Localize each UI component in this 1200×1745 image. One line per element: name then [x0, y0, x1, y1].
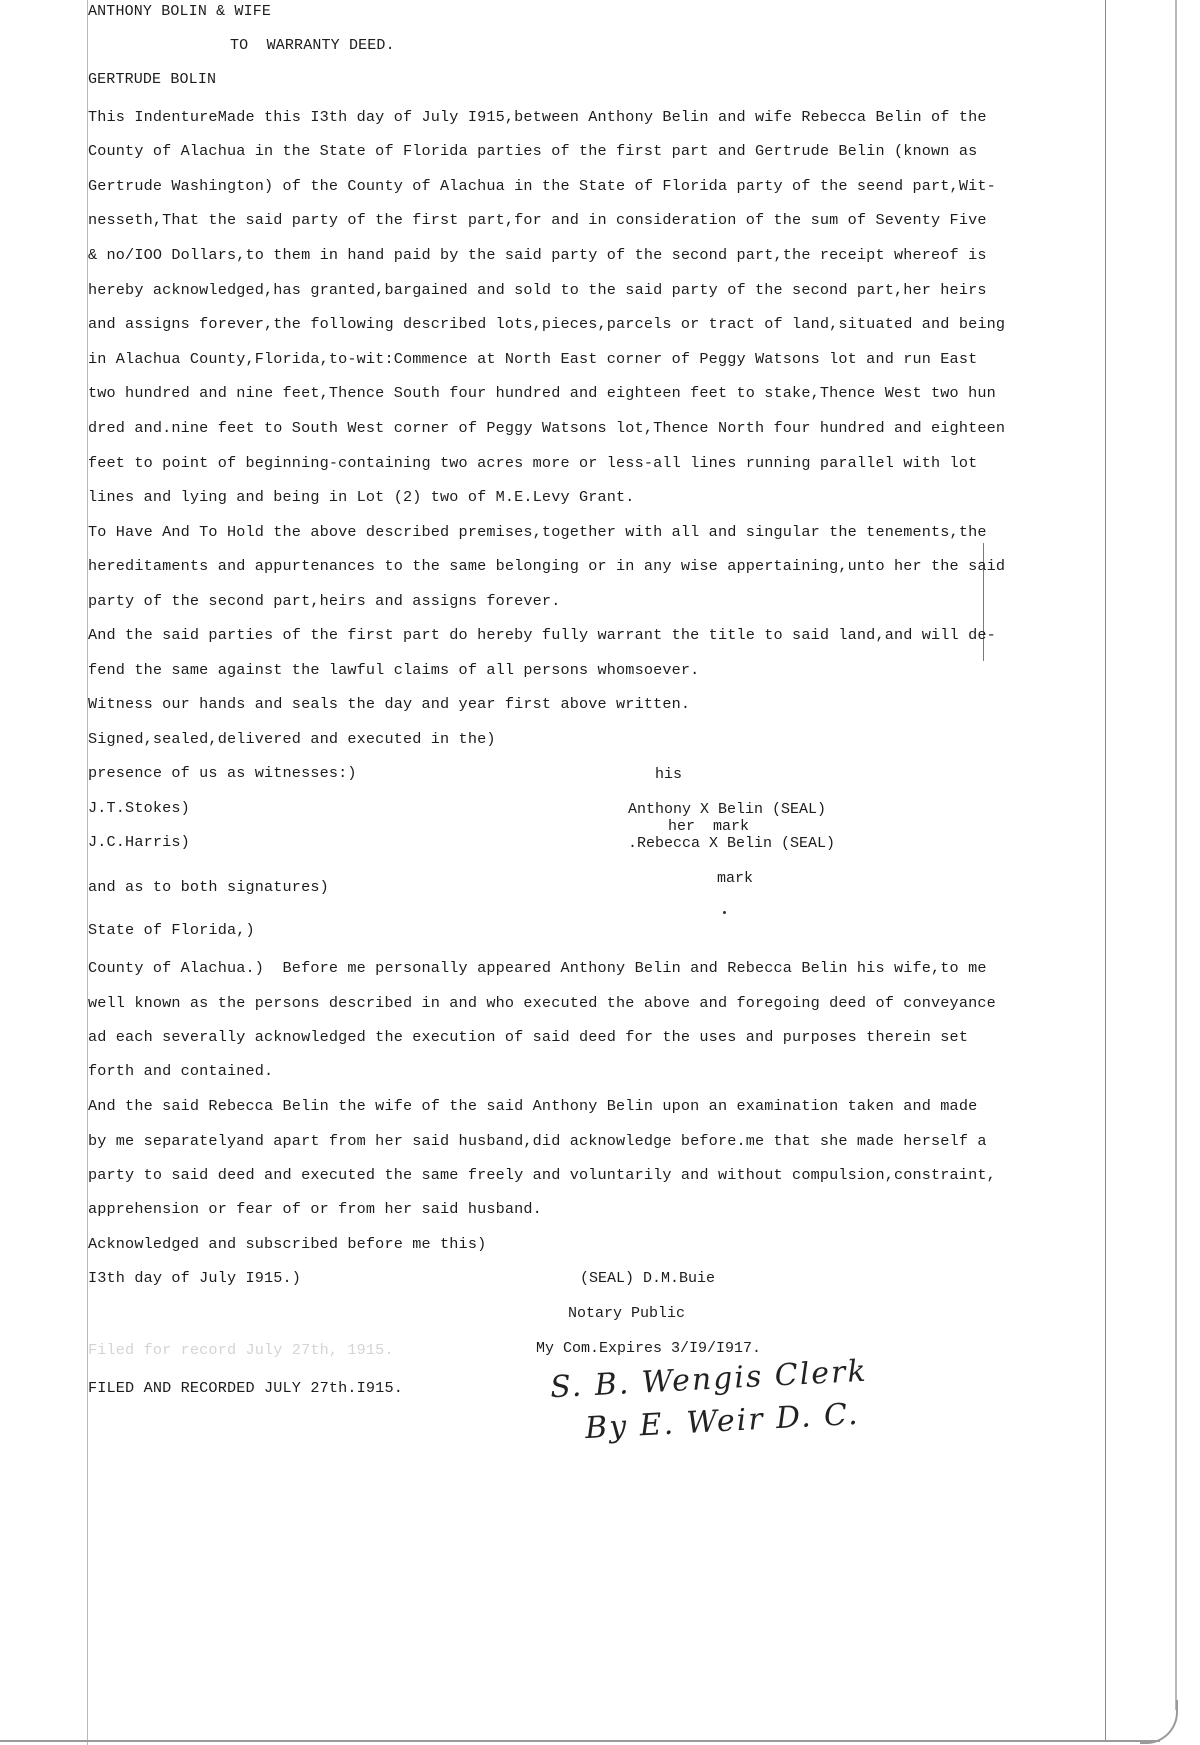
page-corner [1140, 1700, 1178, 1744]
body-line: Gertrude Washington) of the County of Alachua in the State of Florida party of the seend part,Wit- [88, 177, 996, 195]
body-line: and assigns forever,the following described lots,pieces,parcels or tract of land,situated and being [88, 315, 1006, 333]
anthony-signature: Anthony X Belin (SEAL) [628, 801, 827, 818]
ack-line: by me separatelyand apart from her said husband,did acknowledge before.me that she made herself a [88, 1132, 987, 1150]
notary-name: (SEAL) D.M.Buie [580, 1270, 716, 1287]
body-line: hereby acknowledged,has granted,bargained and sold to the said party of the second part,her heirs [88, 281, 987, 299]
ack-line: ad each severally acknowledged the execution of said deed for the uses and purposes therein set [88, 1028, 969, 1046]
body-line: hereditaments and appurtenances to the same belonging or in any wise appertaining,unto her the said [88, 557, 1006, 575]
ack-line: well known as the persons described in and who executed the above and foregoing deed of conveyance [88, 994, 996, 1012]
ink-speck [723, 911, 726, 914]
body-line: dred and.nine feet to South West corner of Peggy Watsons lot,Thence North four hundred and eighteen [88, 419, 1006, 437]
body-line: To Have And To Hold the above described premises,together with all and singular the tenements,the [88, 523, 987, 541]
witness-name: J.T.Stokes) [88, 799, 190, 817]
witness-name: J.C.Harris) [88, 833, 190, 851]
deed-title: TO WARRANTY DEED. [230, 37, 395, 54]
filed-recorded: FILED AND RECORDED JULY 27th.I915. [88, 1379, 403, 1397]
body-line: & no/IOO Dollars,to them in hand paid by the said party of the second part,the receipt whereof is [88, 246, 987, 264]
body-line: County of Alachua in the State of Florida parties of the first part and Gertrude Belin (known as [88, 142, 978, 160]
body-line: in Alachua County,Florida,to-wit:Commence at North East corner of Peggy Watsons lot and run East [88, 350, 978, 368]
body-line: And the said parties of the first part do hereby fully warrant the title to said land,and will de- [88, 626, 996, 644]
page-edge [1175, 0, 1177, 1710]
body-line: feet to point of beginning-containing two acres more or less-all lines running parallel with lot [88, 454, 978, 472]
body-line: nesseth,That the said party of the first part,for and in consideration of the sum of Seventy Five [88, 211, 987, 229]
ack-line: And the said Rebecca Belin the wife of the said Anthony Belin upon an examination taken and made [88, 1097, 978, 1115]
body-line: party of the second part,heirs and assigns forever. [88, 592, 561, 610]
notary-title: Notary Public [568, 1305, 686, 1322]
her-mark-label: her mark [668, 818, 750, 835]
mark-label: mark [717, 870, 754, 887]
ack-line: forth and contained. [88, 1062, 274, 1080]
ack-line: County of Alachua.) Before me personally appeared Anthony Belin and Rebecca Belin his wife,to me [88, 959, 987, 977]
ack-line: apprehension or fear of or from her said husband. [88, 1200, 542, 1218]
ack-line: I3th day of July I915.) [88, 1269, 302, 1287]
body-line: fend the same against the lawful claims of all persons whomsoever. [88, 661, 700, 679]
ack-line: State of Florida,) [88, 921, 255, 939]
notary-commission: My Com.Expires 3/I9/I917. [536, 1340, 762, 1357]
grantee-heading: GERTRUDE BOLIN [88, 71, 217, 88]
rebecca-signature: .Rebecca X Belin (SEAL) [628, 835, 836, 852]
faded-bleed-text: Filed for record July 27th, 1915. [88, 1341, 394, 1359]
clerk-signature-line2: By E. Weir D. C. [584, 1396, 861, 1447]
fold-rule [1105, 0, 1106, 1740]
his-mark-label: his [655, 766, 683, 783]
body-line: Signed,sealed,delivered and executed in the) [88, 730, 496, 748]
body-line: lines and lying and being in Lot (2) two of M.E.Levy Grant. [88, 488, 635, 506]
body-line: two hundred and nine feet,Thence South four hundred and eighteen feet to stake,Thence West two hun [88, 384, 996, 402]
body-line: Witness our hands and seals the day and year first above written. [88, 695, 691, 713]
ack-line: party to said deed and executed the same freely and voluntarily and without compulsion,constraint, [88, 1166, 996, 1184]
ack-line: Acknowledged and subscribed before me this) [88, 1235, 487, 1253]
body-line: This IndentureMade this I3th day of July I915,between Anthony Belin and wife Rebecca Belin of the [88, 108, 987, 126]
body-line: presence of us as witnesses:) [88, 764, 357, 782]
witness-note: and as to both signatures) [88, 878, 329, 896]
grantor-heading: ANTHONY BOLIN & WIFE [88, 3, 272, 20]
page-bottom-edge [0, 1740, 1160, 1742]
clerk-signature-line1: S. B. Wengis Clerk [549, 1353, 869, 1406]
